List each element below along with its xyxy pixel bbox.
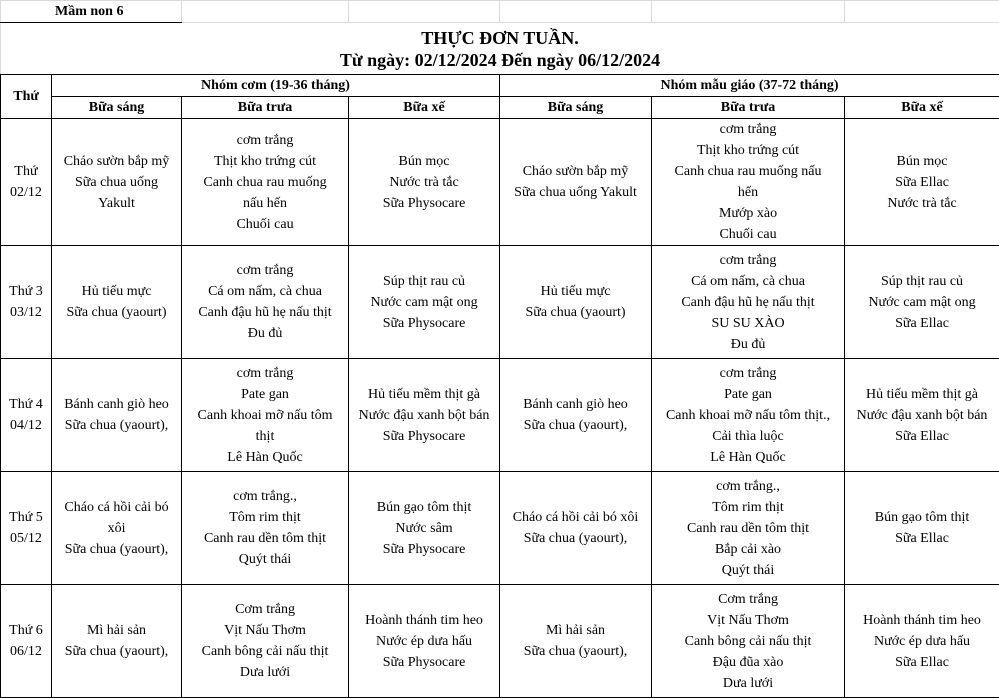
dish-line: Lê Hàn Quốc — [182, 447, 348, 468]
dish-line: cơm trắng., — [182, 486, 348, 507]
dish-line: Dưa lưới — [652, 673, 844, 694]
menu-day-row — [1, 359, 999, 472]
menu-cell — [652, 119, 845, 246]
school-name: Mầm non 6 — [1, 1, 182, 23]
dish-line: Sữa chua (yaourt), — [500, 641, 651, 662]
top-row — [1, 1, 999, 23]
menu-day-row — [1, 472, 999, 585]
dish-line: Canh đậu hũ hẹ nấu thịt — [182, 302, 348, 323]
day-label-line: Thứ 4 — [1, 394, 51, 415]
menu-cell — [500, 119, 652, 246]
menu-cell — [52, 472, 182, 585]
menu-cell — [349, 472, 500, 585]
dish-line: Bún mọc — [349, 151, 499, 172]
menu-cell — [652, 246, 845, 359]
dish-line: Mì hải sản — [52, 620, 181, 641]
dish-line: Súp thịt rau củ — [349, 271, 499, 292]
menu-cell — [845, 359, 999, 472]
dish-line: Bánh canh giò heo — [500, 394, 651, 415]
menu-cell — [652, 472, 845, 585]
menu-day-row — [1, 585, 999, 698]
menu-cell — [52, 119, 182, 246]
title-row — [1, 23, 999, 75]
menu-cell — [500, 246, 652, 359]
dish-line: Bắp cải xào — [652, 539, 844, 560]
day-label-line: 03/12 — [1, 302, 51, 323]
dish-line: Nước sâm — [349, 518, 499, 539]
blank-cell — [845, 1, 999, 23]
menu-cell — [500, 359, 652, 472]
dish-line: Cháo sườn bắp mỹ — [52, 151, 181, 172]
dish-line: cơm trắng — [652, 119, 844, 140]
dish-line: Tôm rim thịt — [182, 507, 348, 528]
dish-line: Canh bông cải nấu thịt — [652, 631, 844, 652]
dish-line: Sữa Physocare — [349, 652, 499, 673]
menu-day-row — [1, 119, 999, 246]
dish-line: Mướp xào — [652, 203, 844, 224]
dish-line: Cơm trắng — [652, 589, 844, 610]
day-label-cell — [1, 472, 52, 585]
dish-line: Pate gan — [652, 384, 844, 405]
dish-line: cơm trắng — [182, 260, 348, 281]
dish-line: nấu hến — [182, 193, 348, 214]
dish-line: cơm trắng — [652, 250, 844, 271]
dish-line: SU SU XÀO — [652, 313, 844, 334]
meal-header: Bữa trưa — [182, 97, 349, 119]
dish-line: Nước đậu xanh bột bán — [845, 405, 999, 426]
dish-line: Hoành thánh tim heo — [349, 610, 499, 631]
day-label-line: 02/12 — [1, 182, 51, 203]
dish-line: Pate gan — [182, 384, 348, 405]
dish-line: Hoành thánh tim heo — [845, 610, 999, 631]
blank-cell — [500, 1, 652, 23]
dish-line: Yakult — [52, 193, 181, 214]
dish-line: cơm trắng — [182, 363, 348, 384]
dish-line: Nước cam mật ong — [845, 292, 999, 313]
dish-line: Thịt kho trứng cút — [652, 140, 844, 161]
menu-cell — [845, 119, 999, 246]
day-label-cell — [1, 585, 52, 698]
dish-line: Nước ép dưa hấu — [349, 631, 499, 652]
meal-header: Bữa xế — [845, 97, 999, 119]
dish-line: Cháo cá hồi cải bó — [52, 497, 181, 518]
dish-line: Tôm rim thịt — [652, 497, 844, 518]
day-label-line: 05/12 — [1, 528, 51, 549]
dish-line: Nước cam mật ong — [349, 292, 499, 313]
menu-cell — [500, 472, 652, 585]
blank-cell — [652, 1, 845, 23]
meal-header-row — [1, 97, 999, 119]
menu-cell — [652, 359, 845, 472]
day-label-line: 04/12 — [1, 415, 51, 436]
dish-line: Sữa Ellac — [845, 528, 999, 549]
dish-line: Chuối cau — [182, 214, 348, 235]
dish-line: Bánh canh giò heo — [52, 394, 181, 415]
dish-line: Bún gạo tôm thịt — [349, 497, 499, 518]
meal-header: Bữa trưa — [652, 97, 845, 119]
dish-line: Sữa Physocare — [349, 539, 499, 560]
dish-line: Sữa chua (yaourt), — [52, 415, 181, 436]
blank-cell — [182, 1, 349, 23]
menu-cell — [182, 246, 349, 359]
meal-header: Bữa sáng — [52, 97, 182, 119]
dish-line: Đậu đũa xào — [652, 652, 844, 673]
dish-line: Đu đủ — [182, 323, 348, 344]
menu-cell — [349, 585, 500, 698]
menu-cell — [349, 359, 500, 472]
day-label-line: Thứ 6 — [1, 620, 51, 641]
dish-line: Sữa chua uống — [52, 172, 181, 193]
menu-day-row — [1, 246, 999, 359]
menu-cell — [52, 246, 182, 359]
dish-line: Cháo sườn bắp mỹ — [500, 161, 651, 182]
dish-line: Bún mọc — [845, 151, 999, 172]
dish-line: Đu đủ — [652, 334, 844, 355]
dish-line: Dưa lưới — [182, 662, 348, 683]
dish-line: Cơm trắng — [182, 599, 348, 620]
group-header-row — [1, 75, 999, 97]
dish-line: Hủ tiếu mềm thịt gà — [349, 384, 499, 405]
dish-line: Sữa chua (yaourt) — [52, 302, 181, 323]
dish-line: Hủ tiếu mực — [52, 281, 181, 302]
dish-line: Canh chua rau muống — [182, 172, 348, 193]
dish-line: Hủ tiếu mực — [500, 281, 651, 302]
menu-cell — [182, 359, 349, 472]
group-1-header: Nhóm cơm (19-36 tháng) — [52, 75, 500, 97]
dish-line: Quýt thái — [182, 549, 348, 570]
menu-cell — [182, 472, 349, 585]
dish-line: Hủ tiếu mềm thịt gà — [845, 384, 999, 405]
dish-line: Vịt Nấu Thơm — [652, 610, 844, 631]
dish-line: Sữa chua (yaourt), — [500, 528, 651, 549]
dish-line: Cháo cá hồi cải bó xôi — [500, 507, 651, 528]
menu-cell — [349, 119, 500, 246]
day-label-cell — [1, 246, 52, 359]
dish-line: Mì hải sản — [500, 620, 651, 641]
meal-header: Bữa sáng — [500, 97, 652, 119]
dish-line: cơm trắng., — [652, 476, 844, 497]
dish-line: Canh rau dền tôm thịt — [182, 528, 348, 549]
menu-cell — [845, 472, 999, 585]
dish-line: Vịt Nấu Thơm — [182, 620, 348, 641]
menu-cell — [182, 119, 349, 246]
dish-line: Nước đậu xanh bột bán — [349, 405, 499, 426]
dish-line: Sữa Physocare — [349, 313, 499, 334]
day-label-cell — [1, 359, 52, 472]
menu-cell — [182, 585, 349, 698]
menu-cell — [845, 585, 999, 698]
dish-line: Sữa chua (yaourt), — [500, 415, 651, 436]
dish-line: Sữa Ellac — [845, 652, 999, 673]
dish-line: Sữa Ellac — [845, 313, 999, 334]
menu-cell — [52, 359, 182, 472]
dish-line: Nước trà tắc — [349, 172, 499, 193]
dish-line: Canh khoai mỡ nấu tôm — [182, 405, 348, 426]
dish-line: Canh đậu hũ hẹ nấu thịt — [652, 292, 844, 313]
dish-line: Quýt thái — [652, 560, 844, 581]
dish-line: Bún gạo tôm thịt — [845, 507, 999, 528]
dish-line: Lê Hàn Quốc — [652, 447, 844, 468]
dish-line: Súp thịt rau củ — [845, 271, 999, 292]
menu-cell — [52, 585, 182, 698]
day-label-line: Thứ 5 — [1, 507, 51, 528]
dish-line: xôi — [52, 518, 181, 539]
dish-line: cơm trắng — [652, 363, 844, 384]
dish-line: Sữa chua (yaourt), — [52, 641, 181, 662]
blank-cell — [349, 1, 500, 23]
dish-line: Cá om nấm, cà chua — [182, 281, 348, 302]
dish-line: thịt — [182, 426, 348, 447]
menu-title: THỰC ĐƠN TUẦN. — [1, 27, 999, 49]
menu-cell — [845, 246, 999, 359]
dish-line: Cá om nấm, cà chua — [652, 271, 844, 292]
dish-line: cơm trắng — [182, 130, 348, 151]
day-column-header: Thứ — [1, 75, 52, 119]
dish-line: Canh khoai mỡ nấu tôm thịt., — [652, 405, 844, 426]
group-2-header: Nhóm mẫu giáo (37-72 tháng) — [500, 75, 999, 97]
menu-cell — [349, 246, 500, 359]
menu-body — [1, 119, 999, 698]
dish-line: Sữa chua (yaourt), — [52, 539, 181, 560]
dish-line: Sữa Physocare — [349, 426, 499, 447]
dish-line: Canh rau dền tôm thịt — [652, 518, 844, 539]
dish-line: Sữa chua uống Yakult — [500, 182, 651, 203]
meal-header: Bữa xế — [349, 97, 500, 119]
dish-line: Sữa Physocare — [349, 193, 499, 214]
day-label-line: Thứ — [1, 161, 51, 182]
dish-line: Sữa chua (yaourt) — [500, 302, 651, 323]
dish-line: Thịt kho trứng cút — [182, 151, 348, 172]
menu-cell — [500, 585, 652, 698]
dish-line: Canh chua rau muống nấu — [652, 161, 844, 182]
dish-line: hến — [652, 182, 844, 203]
dish-line: Cải thìa luộc — [652, 426, 844, 447]
date-range: Từ ngày: 02/12/2024 Đến ngày 06/12/2024 — [1, 49, 999, 71]
dish-line: Chuối cau — [652, 224, 844, 245]
dish-line: Sữa Ellac — [845, 172, 999, 193]
menu-cell — [652, 585, 845, 698]
dish-line: Nước ép dưa hấu — [845, 631, 999, 652]
dish-line: Nước trà tắc — [845, 193, 999, 214]
day-label-line: 06/12 — [1, 641, 51, 662]
day-label-cell — [1, 119, 52, 246]
dish-line: Sữa Ellac — [845, 426, 999, 447]
dish-line: Canh bông cải nấu thịt — [182, 641, 348, 662]
day-label-line: Thứ 3 — [1, 281, 51, 302]
